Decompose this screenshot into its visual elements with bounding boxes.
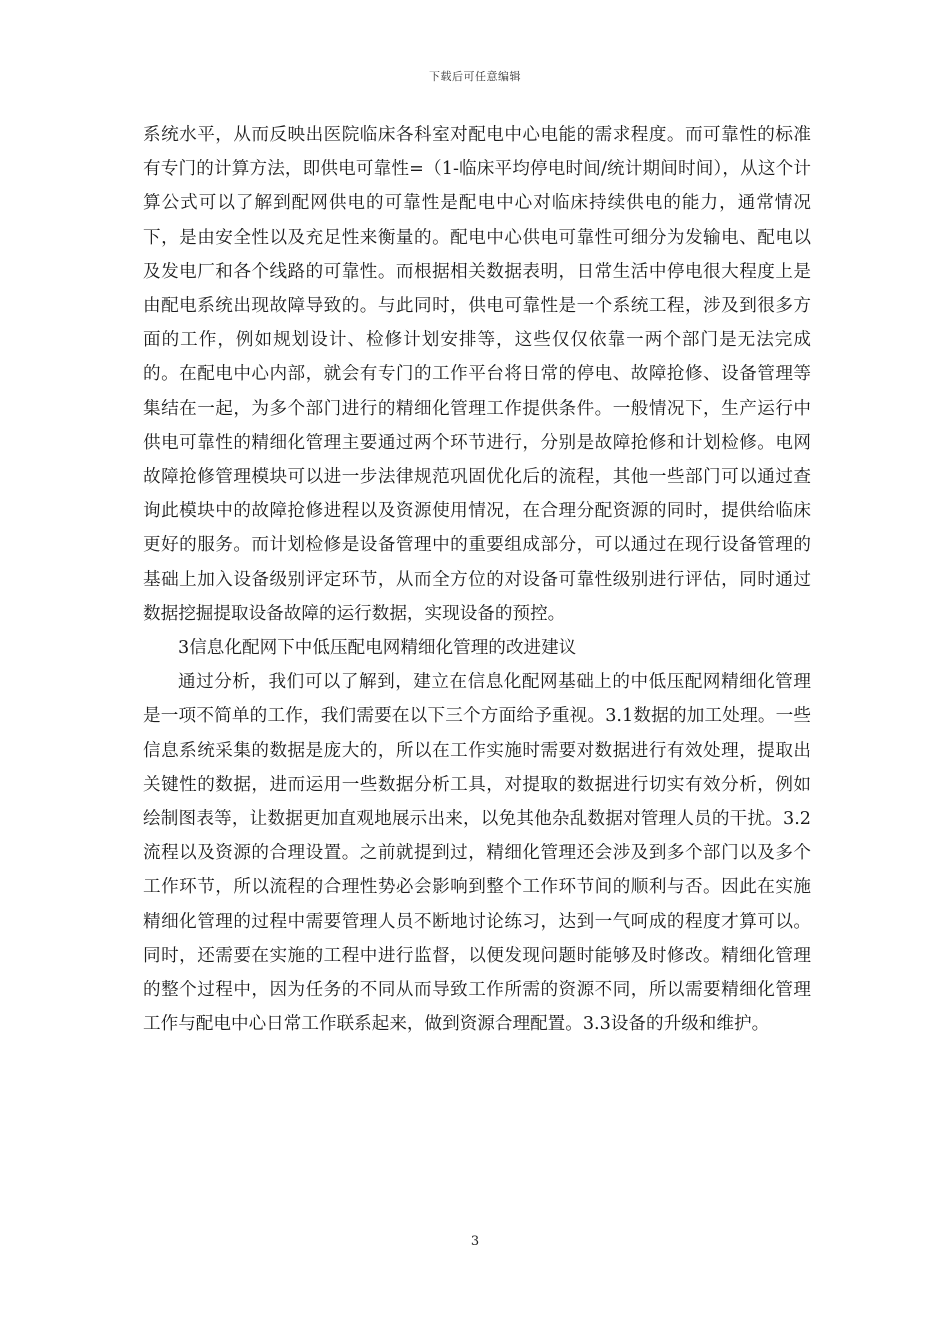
paragraph-continuation: 系统水平，从而反映出医院临床各科室对配电中心电能的需求程度。而可靠性的标准有专门的计算方法，即供电可靠性=（1-临床平均停电时间/统计期间时间），从这个计算公式可以了解到配网供电的可靠性是配电中心对临床持续供电的能力，通常情况下，是由安全性以及充足性来衡量的。配电中心供电可靠性可细分为发输电、配电以及发电厂和各个线路的可靠性。而根据相关数据表明，日常生活中停电很大程度上是由配电系统出现故障导致的。与此同时，供电可靠性是一个系统工程，涉及到很多方面的工作，例如规划设计、检修计划安排等，这些仅仅依靠一两个部门是无法完成的。在配电中心内部，就会有专门的工作平台将日常的停电、故障抢修、设备管理等集结在一起，为多个部门进行的精细化管理工作提供条件。一般情况下，生产运行中供电可靠性的精细化管理主要通过两个环节进行，分别是故障抢修和计划检修。电网故障抢修管理模块可以进一步法律规范巩固优化后的流程，其他一些部门可以通过查询此模块中的故障抢修进程以及资源使用情况，在合理分配资源的同时，提供给临床更好的服务。而计划检修是设备管理中的重要组成部分，可以通过在现行设备管理的基础上加入设备级别评定环节，从而全方位的对设备可靠性级别进行评估，同时通过数据挖掘提取设备故障的运行数据，实现设备的预控。	[143, 125, 811, 624]
paragraph-improvement-suggestions: 通过分析，我们可以了解到，建立在信息化配网基础上的中低压配网精细化管理是一项不简单的工作，我们需要在以下三个方面给予重视。3.1数据的加工处理。一些信息系统采集的数据是庞大的，所以在工作实施时需要对数据进行有效处理，提取出关键性的数据，进而运用一些数据分析工具，对提取的数据进行切实有效分析，例如绘制图表等，让数据更加直观地展示出来，以免其他杂乱数据对管理人员的干扰。3.2流程以及资源的合理设置。之前就提到过，精细化管理还会涉及到多个部门以及多个工作环节，所以流程的合理性势必会影响到整个工作环节间的顺利与否。因此在实施精细化管理的过程中需要管理人员不断地讨论练习，达到一气呵成的程度才算可以。同时，还需要在实施的工程中进行监督，以便发现问题时能够及时修改。精细化管理的整个过程中，因为任务的不同从而导致工作所需的资源不同，所以需要精细化管理工作与配电中心日常工作联系起来，做到资源合理配置。3.3设备的升级和维护。	[143, 672, 811, 1035]
section-heading: 3信息化配网下中低压配电网精细化管理的改进建议	[178, 638, 577, 659]
page-header: 下载后可任意编辑	[429, 70, 521, 83]
page-number: 3	[470, 1234, 480, 1249]
body-text	[143, 118, 811, 1041]
